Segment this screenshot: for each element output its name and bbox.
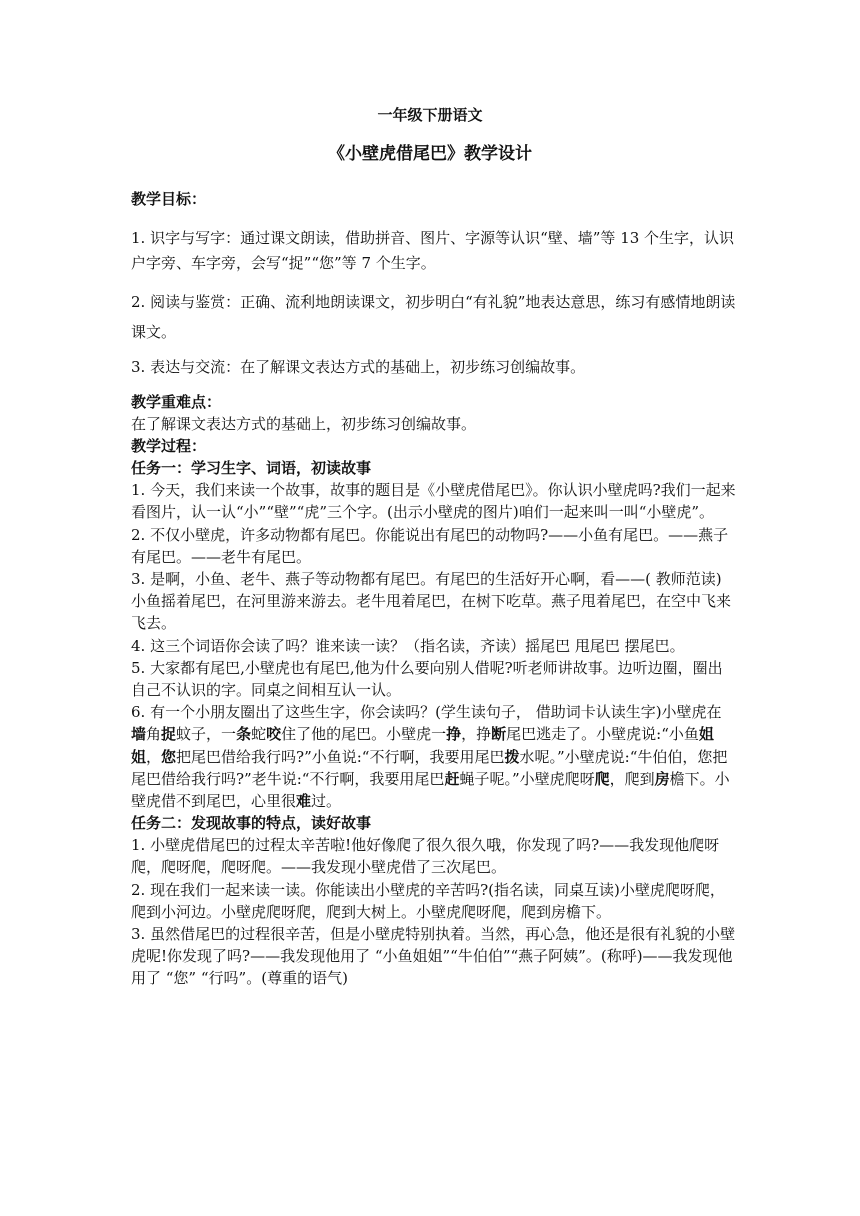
goal-2: 2. 阅读与鉴赏：正确、流利地朗读课文，初步明白“有礼貌”地表达意思，练习有感情地朗读课文。 xyxy=(131,293,736,341)
step-6-text: 蛇 xyxy=(251,725,267,744)
step-6-text: 6. 有一个小朋友圈出了这些生字，你会读吗？(学生读句子， 借助词卡认读生字)小壁虎在 xyxy=(131,703,722,722)
new-character: 拨 xyxy=(504,747,520,766)
goal-1: 1. 识字与写字：通过课文朗读，借助拼音、图片、字源等认识“壁、墙”等 13 个生字，认识户字旁、车字旁，会写“捉”“您”等 7 个生字。 xyxy=(131,229,735,272)
new-character: 姐姐 xyxy=(131,725,714,766)
step-6-text: 过。 xyxy=(311,792,342,811)
task-1-step-4: 4. 这三个词语你会读了吗？谁来读一读？（指名读，齐读）摇尾巴 甩尾巴 摆尾巴。 xyxy=(131,636,685,655)
new-character: 断 xyxy=(491,725,507,744)
new-character: 房 xyxy=(654,769,670,788)
goal-3: 3. 表达与交流：在了解课文表达方式的基础上，初步练习创编故事。 xyxy=(131,358,586,376)
keypoints-text: 在了解课文表达方式的基础上，初步练习创编故事。 xyxy=(131,415,477,433)
step-6-text: 檐下。小壁虎借不到尾巴，心里很 xyxy=(131,769,730,811)
new-character: 难 xyxy=(296,792,312,811)
task-1-step-2: 2. 不仅小壁虎，许多动物都有尾巴。你能说出有尾巴的动物吗?——小鱼有尾巴。——燕子有尾巴。——老牛有尾巴。 xyxy=(131,525,729,566)
task-2-heading: 任务二：发现故事的特点，读好故事 xyxy=(131,814,372,833)
step-6-text: ，挣 xyxy=(461,725,492,744)
lesson-title: 《小壁虎借尾巴》教学设计 xyxy=(328,144,532,164)
new-character: 您 xyxy=(161,747,177,766)
task-2-step-2: 2. 现在我们一起来读一读。你能读出小壁虎的辛苦吗?(指名读，同桌互读)小壁虎爬呀爬，爬到小河边。小壁虎爬呀爬，爬到大树上。小壁虎爬呀爬，爬到房檐下。 xyxy=(131,880,725,921)
new-character: 爬 xyxy=(594,769,610,788)
new-character: 赶 xyxy=(444,769,460,788)
task-1-step-5: 5. 大家都有尾巴,小壁虎也有尾巴,他为什么要向别人借呢?听老师讲故事。边听边圈，圈出自己不认识的字。同桌之间相互认一认。 xyxy=(131,658,723,700)
step-6-text: ， xyxy=(146,747,162,766)
new-character: 咬 xyxy=(266,725,282,744)
new-character: 挣 xyxy=(446,725,462,744)
new-character: 墙 xyxy=(131,725,147,744)
task-1-step-1: 1. 今天，我们来读一个故事，故事的题目是《小壁虎借尾巴》。你认识小壁虎吗?我们一起来看图片，认一认“小”“壁”“虎”三个字。(出示小壁虎的图片)咱们一起来叫一叫“小壁虎”。 xyxy=(131,481,736,522)
task-1-heading: 任务一：学习生字、词语，初读故事 xyxy=(131,459,372,478)
step-6-text: 把尾巴借给我行吗?”小鱼说:“不行啊，我要用尾巴 xyxy=(176,747,505,766)
step-6-text: ，爬到 xyxy=(609,769,655,788)
task-2-step-1: 1. 小壁虎借尾巴的过程太辛苦啦!他好像爬了很久很久哦，你发现了吗?——我发现他爬呀爬，爬呀爬，爬呀爬。——我发现小壁虎借了三次尾巴。 xyxy=(131,836,720,877)
new-character: 条 xyxy=(236,725,252,744)
task-2-step-3: 3. 虽然借尾巴的过程很辛苦，但是小壁虎特别执着。当然，再心急，他还是很有礼貌的小壁虎呢!你发现了吗?——我发现他用了 “小鱼姐姐”“牛伯伯”“燕子阿姨”。(称呼)——我发现他用了 “您” “行吗”。(尊重的语气) xyxy=(131,925,736,988)
process-heading: 教学过程： xyxy=(131,437,207,456)
step-6-text: 角 xyxy=(146,725,162,744)
new-character: 捉 xyxy=(161,725,177,744)
step-6-text: 住了他的尾巴。小壁虎一 xyxy=(281,725,447,744)
document-body xyxy=(131,188,736,990)
grade-title: 一年级下册语文 xyxy=(377,106,483,124)
step-6-text: 水呢。”小壁虎说:“牛伯伯，您把尾巴借给我行吗?”老牛说:“不行啊，我要用尾巴 xyxy=(131,747,728,788)
task-1-step-6 xyxy=(131,701,736,812)
goals-heading: 教学目标： xyxy=(131,190,207,208)
step-6-text: 尾巴逃走了。小壁虎说:“小鱼 xyxy=(506,725,699,744)
task-1-step-3: 3. 是啊，小鱼、老牛、燕子等动物都有尾巴。有尾巴的生活好开心啊，看——( 教师范读)小鱼摇着尾巴，在河里游来游去。老牛甩着尾巴，在树下吃草。燕子甩着尾巴，在空中飞来飞去。 xyxy=(131,570,732,633)
keypoints-heading: 教学重难点： xyxy=(131,393,222,411)
step-6-text: 蚊子，一 xyxy=(176,725,237,744)
step-6-text: 蝇子呢。”小壁虎爬呀 xyxy=(459,769,595,788)
